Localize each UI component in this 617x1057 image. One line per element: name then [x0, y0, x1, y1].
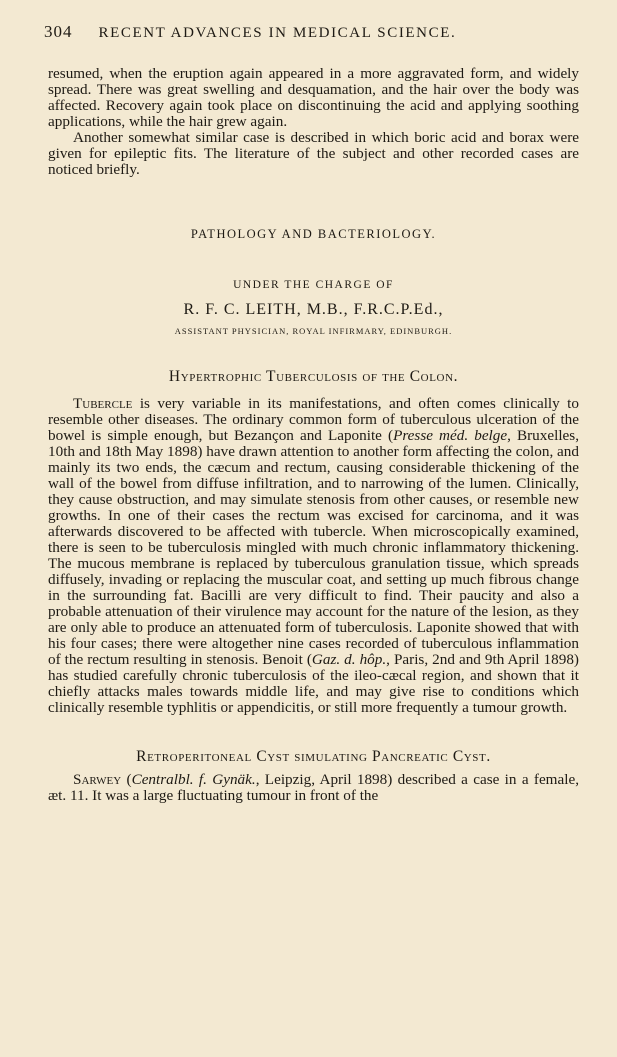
- paragraph-continuation: resumed, when the eruption again appeared in a more aggravated form, and widely spread. There was great swelling and desquamation, and the hair over the body was affected. Recovery again took place on discontinuing the acid and applying soothing applications, while the hair grew again.: [48, 65, 579, 130]
- article-body-cyst: [48, 772, 579, 804]
- article-title-colon: Hypertrophic Tuberculosis of the Colon.: [168, 368, 459, 385]
- body-text: , Bruxelles, 10th and 18th May 1898) have drawn attention to another form affecting the colon, and mainly its two ends, the cæcum and rectum, causing considerable thickening of the wall of the bowel from diffuse infiltration, and to narrowing of the lumen. Clinically, they cause obstruction, and may simulate stenosis from other causes, or resemble new growths. In one of their cases the rectum was excised for carcinoma, and it was afterwards discovered to be affected with tubercle. When microscopically examined, there is seen to be tuberculosis mingled with much chronic inflammatory thickening. The mucous membrane is replaced by tuberculous granulation tissue, which spreads diffusely, invading or replacing the muscular coat, and setting up much fibrous change in the surrounding fat. Bacilli are very difficult to find. Their paucity and also a probable attenuation of their virulence may account for the nature of the lesion, as they are only able to produce an attenuated form of tuberculosis. Laponite showed that with his four cases; there were altogether nine cases recorded of tuberculous inflammation of the rectum resulting in stenosis. Benoit (: [48, 427, 579, 668]
- lead-word: Tubercle: [73, 395, 133, 412]
- article-title-cyst: Retroperitoneal Cyst simulating Pancreatic Cyst.: [136, 748, 491, 765]
- body-text: , Paris, 2nd and 9th April 1898) has studied carefully chronic tuberculosis of the ileo-cæcal region, and shown that it chiefly attacks males towards middle life, and may give rise to conditions which clinically resemble typhlitis or appendicitis, or still more frequently a tumour growth.: [48, 651, 579, 716]
- running-head: RECENT ADVANCES IN MEDICAL SCIENCE.: [98, 25, 457, 41]
- paragraph-boric-acid: Another somewhat similar case is described in which boric acid and borax were given for epileptic fits. The literature of the subject and other recorded cases are noticed briefly.: [48, 129, 579, 178]
- body-text: , Leipzig, April 1898) described a case in a female, æt. 11. It was a large fluctuating tumour in front of the: [48, 771, 579, 804]
- section-title: PATHOLOGY AND BACTERIOLOGY.: [190, 227, 437, 241]
- citation-journal: Centralbl. f. Gynäk.: [131, 771, 256, 788]
- editor-name: R. F. C. LEITH, M.B., F.R.C.P.Ed.,: [183, 301, 444, 318]
- citation-journal: Presse méd. belge: [393, 427, 508, 444]
- charge-label: UNDER THE CHARGE OF: [233, 279, 394, 291]
- article-body-colon: [48, 396, 579, 716]
- citation-journal: Gaz. d. hôp.: [311, 651, 387, 668]
- lead-word: Sarwey: [73, 771, 122, 788]
- body-text: (: [121, 771, 132, 788]
- body-text: is very variable in its manifestations, and often comes clinically to resemble other diseases. The ordinary common form of tuberculous ulceration of the bowel is simple enough, but Bezançon and Laponite (: [48, 395, 579, 444]
- page-number: 304: [44, 22, 73, 41]
- editor-affiliation: ASSISTANT PHYSICIAN, ROYAL INFIRMARY, EDINBURGH.: [174, 326, 453, 336]
- page-header: [44, 22, 579, 42]
